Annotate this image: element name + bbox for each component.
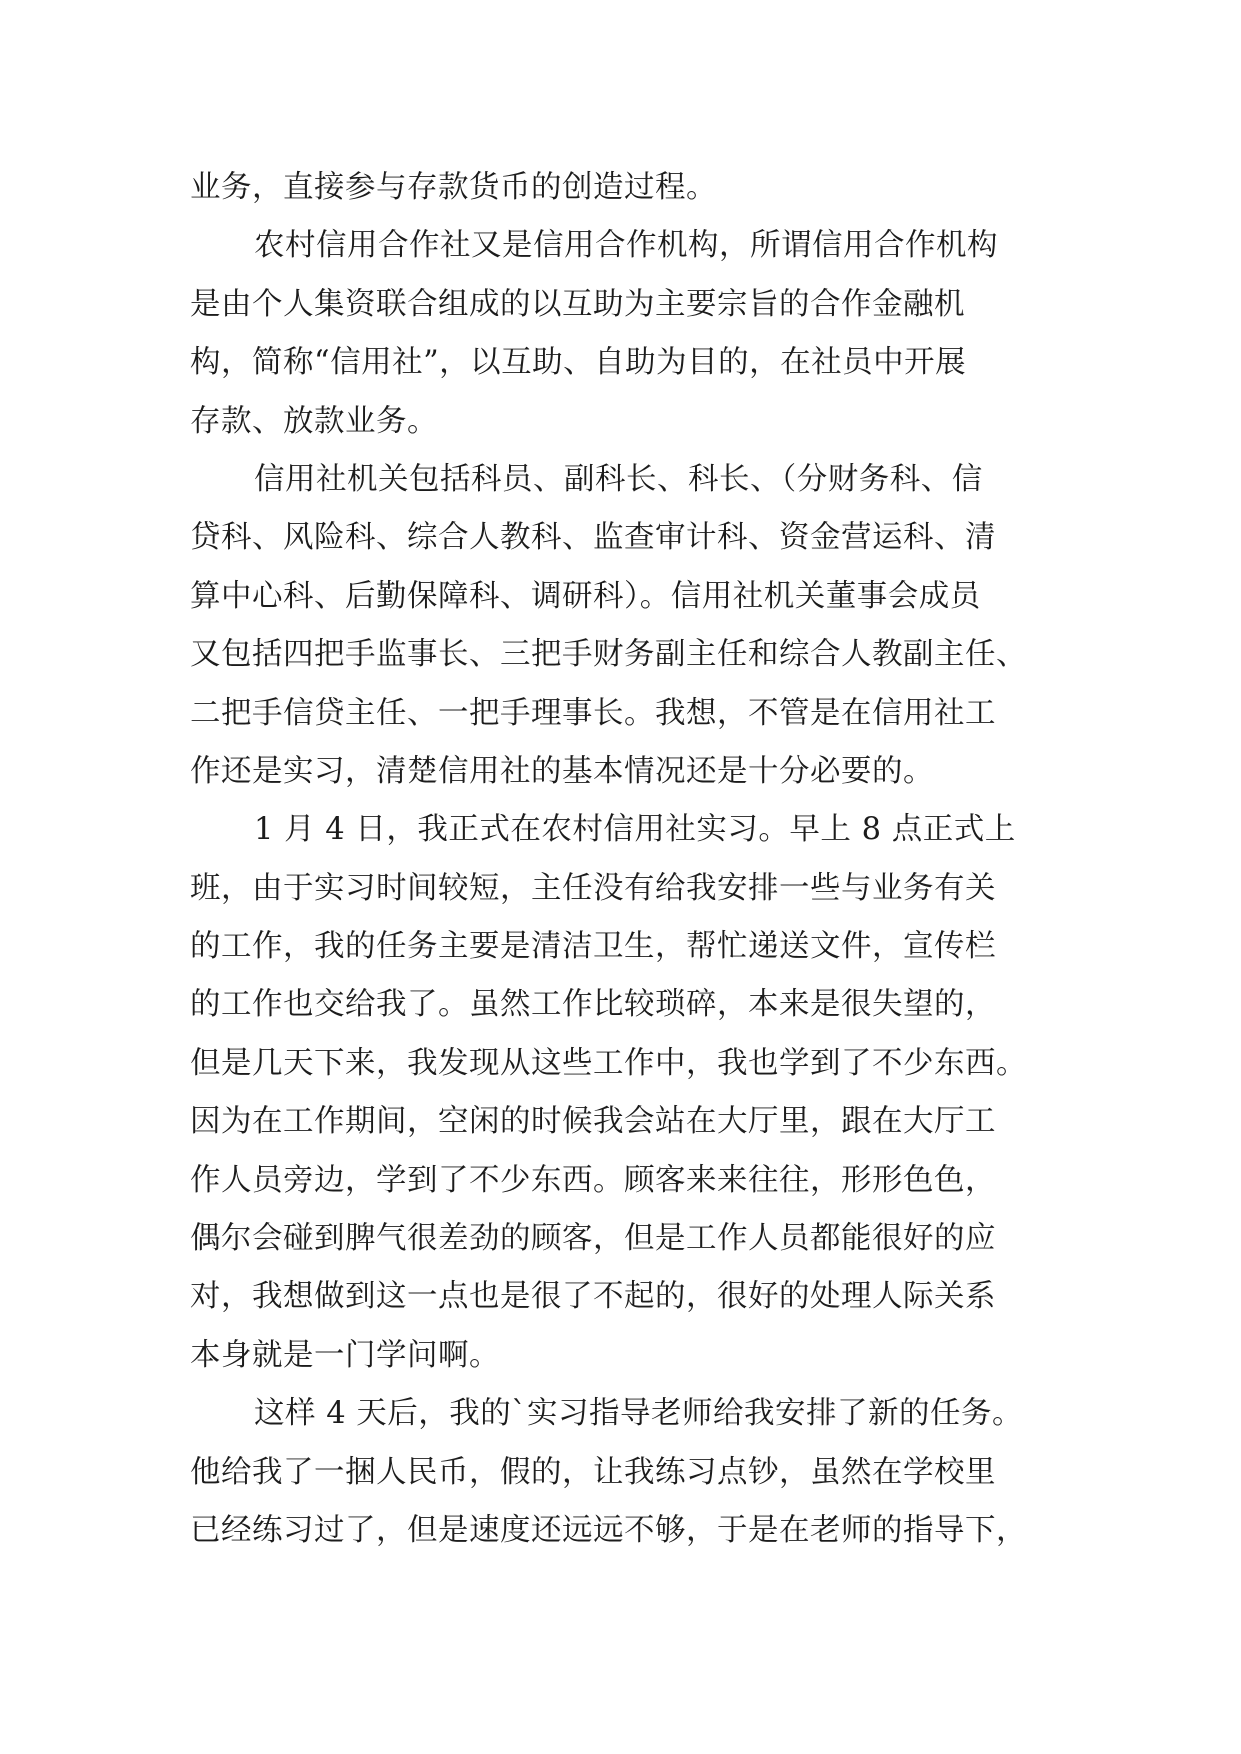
text-line: 存款、放款业务。 bbox=[190, 403, 438, 439]
text-line: 对，我想做到这一点也是很了不起的，很好的处理人际关系 bbox=[190, 1279, 996, 1315]
text-line: 这样 4 天后，我的`实习指导老师给我安排了新的任务。 bbox=[254, 1396, 1024, 1432]
text-line: 的工作，我的任务主要是清洁卫生，帮忙递送文件，宣传栏 bbox=[190, 929, 996, 965]
text-line: 作还是实习，清楚信用社的基本情况还是十分必要的。 bbox=[190, 753, 934, 789]
text-line: 算中心科、后勤保障科、调研科）。信用社机关董事会成员 bbox=[190, 578, 981, 614]
text-line: 班，由于实习时间较短，主任没有给我安排一些与业务有关 bbox=[190, 870, 996, 906]
text-line: 信用社机关包括科员、副科长、科长、（分财务科、信 bbox=[254, 461, 983, 497]
text-line: 二把手信贷主任、一把手理事长。我想，不管是在信用社工 bbox=[190, 695, 996, 731]
text-line: 构，简称“信用社”，以互助、自助为目的，在社员中开展 bbox=[190, 345, 967, 381]
text-line: 已经练习过了，但是速度还远远不够，于是在老师的指导下， bbox=[190, 1512, 1027, 1548]
document-body bbox=[190, 159, 1050, 1560]
text-line: 的工作也交给我了。虽然工作比较琐碎，本来是很失望的， bbox=[190, 987, 996, 1023]
text-line: 因为在工作期间，空闲的时候我会站在大厅里，跟在大厅工 bbox=[190, 1104, 996, 1140]
text-line: 他给我了一捆人民币，假的，让我练习点钞，虽然在学校里 bbox=[190, 1454, 996, 1490]
text-line: 但是几天下来，我发现从这些工作中，我也学到了不少东西。 bbox=[190, 1045, 1027, 1081]
text-line: 本身就是一门学问啊。 bbox=[190, 1337, 500, 1373]
text-line: 又包括四把手监事长、三把手财务副主任和综合人教副主任、 bbox=[190, 637, 1027, 673]
text-line: 贷科、风险科、综合人教科、监查审计科、资金营运科、清 bbox=[190, 520, 996, 556]
text-line: 是由个人集资联合组成的以互助为主要宗旨的合作金融机 bbox=[190, 286, 965, 322]
text-line: 业务，直接参与存款货币的创造过程。 bbox=[190, 170, 717, 205]
text-line: 作人员旁边，学到了不少东西。顾客来来往往，形形色色， bbox=[190, 1162, 996, 1198]
text-line: 1 月 4 日，我正式在农村信用社实习。早上 8 点正式上 bbox=[254, 812, 1016, 848]
text-line: 农村信用合作社又是信用合作机构，所谓信用合作机构 bbox=[254, 228, 998, 264]
text-line: 偶尔会碰到脾气很差劲的顾客，但是工作人员都能很好的应 bbox=[190, 1221, 996, 1257]
